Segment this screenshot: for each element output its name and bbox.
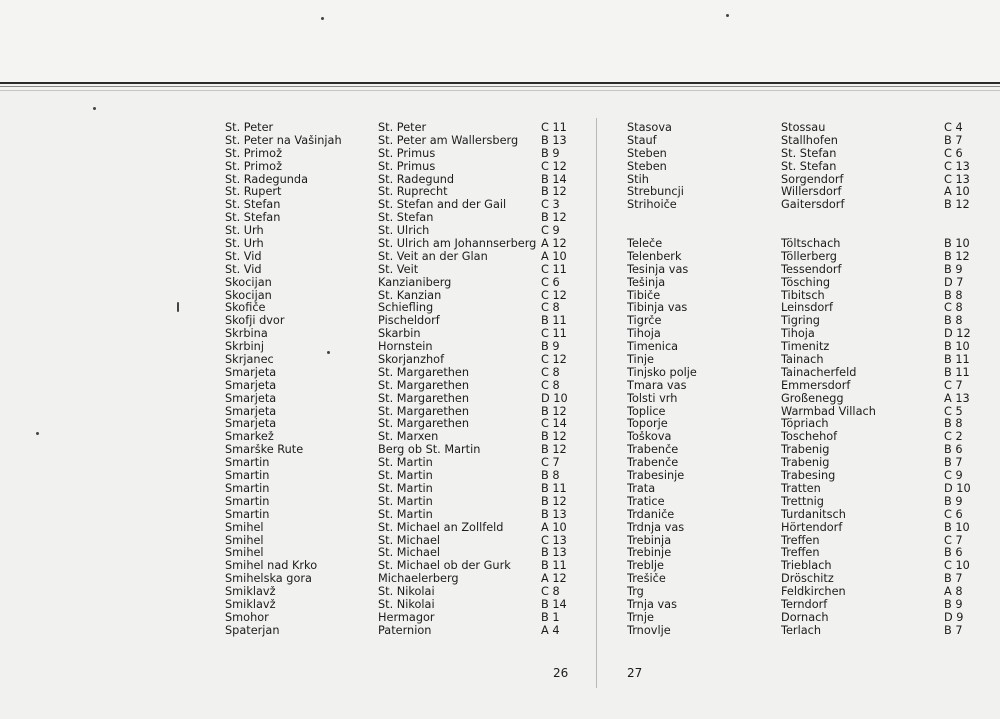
slovene-place-name: Št. Vid bbox=[225, 263, 262, 276]
fold-line bbox=[0, 82, 1000, 84]
map-grid-reference: C 2 bbox=[944, 431, 963, 444]
map-grid-reference: B 8 bbox=[944, 418, 963, 431]
slovene-place-name: Škrbina bbox=[225, 328, 268, 341]
german-place-name: Dröschitz bbox=[781, 573, 834, 586]
german-place-name: St. Margarethen bbox=[378, 418, 470, 431]
map-grid-reference: B 10 bbox=[944, 341, 970, 354]
map-grid-reference: C 8 bbox=[541, 379, 560, 392]
map-grid-reference: B 6 bbox=[944, 444, 963, 457]
slovene-place-name: Št. Peter bbox=[225, 122, 274, 134]
slovene-place-name: Tibinja vas bbox=[627, 302, 688, 315]
map-grid-reference: C 10 bbox=[944, 560, 970, 573]
slovene-place-name: Šmiklavž bbox=[225, 598, 276, 611]
german-place-name: St. Michael bbox=[378, 534, 441, 547]
right-page-grid-refs bbox=[944, 122, 971, 638]
german-place-name: Kanzianiberg bbox=[378, 276, 452, 289]
map-grid-reference: B 7 bbox=[944, 573, 963, 586]
map-grid-reference: B 11 bbox=[944, 354, 970, 367]
slovene-place-name: Tinjsko polje bbox=[627, 366, 697, 379]
german-place-name: Töltschach bbox=[781, 238, 841, 251]
map-grid-reference: B 10 bbox=[944, 521, 970, 534]
section-gap bbox=[781, 225, 876, 238]
german-place-name: Trabenig bbox=[781, 444, 830, 457]
map-grid-reference: C 11 bbox=[541, 328, 567, 341]
german-place-name: Tainacherfeld bbox=[781, 366, 857, 379]
map-grid-reference: A 10 bbox=[541, 250, 567, 263]
map-grid-reference: B 9 bbox=[944, 598, 963, 611]
scan-speck bbox=[36, 432, 39, 435]
slovene-place-name: Trnja vas bbox=[627, 598, 677, 611]
german-place-name: St. Martin bbox=[378, 457, 433, 470]
map-grid-reference: A 12 bbox=[541, 238, 567, 251]
german-place-name: St. Radegund bbox=[378, 173, 455, 186]
german-place-name: Timenitz bbox=[781, 341, 830, 354]
left-page-grid-refs bbox=[541, 122, 568, 638]
slovene-place-name: Šmarjeta bbox=[225, 379, 277, 392]
map-grid-reference: B 8 bbox=[944, 289, 963, 302]
slovene-place-name: Trdaniče bbox=[627, 508, 675, 521]
right-page-slovene-names bbox=[627, 122, 697, 638]
german-place-name: St. Primus bbox=[378, 147, 436, 160]
german-place-name: St. Veit bbox=[378, 263, 419, 276]
german-place-name: Dornach bbox=[781, 611, 829, 624]
german-place-name: Leinsdorf bbox=[781, 302, 833, 315]
german-place-name: St. Veit an der Glan bbox=[378, 250, 488, 263]
slovene-place-name: Šmarjeta bbox=[225, 366, 277, 379]
slovene-place-name: Trg bbox=[627, 586, 644, 599]
german-place-name: St. Margarethen bbox=[378, 366, 470, 379]
german-place-name: Trieblach bbox=[781, 560, 832, 573]
german-place-name: St. Martin bbox=[378, 508, 433, 521]
map-grid-reference: C 8 bbox=[541, 586, 560, 599]
german-place-name: St. Margarethen bbox=[378, 379, 470, 392]
slovene-place-name: Toporje bbox=[627, 418, 668, 431]
map-grid-reference: D 9 bbox=[944, 611, 964, 624]
fold-line-shadow bbox=[0, 86, 1000, 87]
slovene-place-name: Škofji dvor bbox=[225, 315, 285, 328]
map-grid-reference: C 6 bbox=[944, 508, 963, 521]
map-grid-reference: C 7 bbox=[944, 534, 963, 547]
map-grid-reference: C 12 bbox=[541, 160, 567, 173]
german-place-name: Tratten bbox=[781, 482, 821, 495]
map-grid-reference: A 4 bbox=[541, 624, 560, 637]
map-grid-reference: B 8 bbox=[541, 470, 560, 483]
slovene-place-name: Tibiče bbox=[627, 289, 661, 302]
slovene-place-name: Št. Primož bbox=[225, 147, 283, 160]
slovene-place-name: Št. Vid bbox=[225, 250, 262, 263]
slovene-place-name: Šmarjeta bbox=[225, 418, 277, 431]
slovene-place-name: Šmartin bbox=[225, 457, 270, 470]
slovene-place-name: Špaterjan bbox=[225, 624, 280, 637]
slovene-place-name: Tešinja bbox=[627, 276, 666, 289]
map-grid-reference: B 11 bbox=[541, 482, 567, 495]
map-grid-reference: B 12 bbox=[541, 405, 567, 418]
german-place-name: Emmersdorf bbox=[781, 379, 851, 392]
slovene-place-name: Trata bbox=[627, 482, 656, 495]
german-place-name: Tigring bbox=[781, 315, 820, 328]
map-grid-reference: B 12 bbox=[944, 199, 970, 212]
german-place-name: St. Peter bbox=[378, 122, 427, 134]
map-grid-reference: B 11 bbox=[944, 366, 970, 379]
map-grid-reference: B 12 bbox=[944, 250, 970, 263]
map-grid-reference: B 9 bbox=[944, 263, 963, 276]
slovene-place-name: Toškova bbox=[627, 431, 672, 444]
german-place-name: Terlach bbox=[781, 624, 822, 637]
slovene-place-name: Tratice bbox=[627, 495, 665, 508]
german-place-name: St. Stefan bbox=[781, 147, 837, 160]
map-grid-reference: D 12 bbox=[944, 328, 971, 341]
slovene-place-name: Tihoja bbox=[627, 328, 661, 341]
german-place-name: St. Stefan bbox=[781, 160, 837, 173]
slovene-place-name: Trešiče bbox=[627, 573, 666, 586]
map-grid-reference: A 10 bbox=[541, 521, 567, 534]
german-place-name: Töllerberg bbox=[781, 250, 837, 263]
slovene-place-name: Škocijan bbox=[225, 276, 272, 289]
slovene-place-name: Trnovlje bbox=[627, 624, 671, 637]
german-place-name: Toschehof bbox=[781, 431, 838, 444]
german-place-name: Paternion bbox=[378, 624, 432, 637]
map-grid-reference: B 9 bbox=[541, 147, 560, 160]
slovene-place-name: Štrihoiče bbox=[627, 199, 677, 212]
german-place-name: Skorjanzhof bbox=[378, 354, 445, 367]
german-place-name: St. Peter am Wallersberg bbox=[378, 134, 519, 147]
german-place-name: St. Ulrich am Johannserberg bbox=[378, 238, 537, 251]
slovene-place-name: Št. Rupert bbox=[225, 186, 282, 199]
map-grid-reference: B 13 bbox=[541, 134, 567, 147]
map-grid-reference: C 13 bbox=[944, 160, 970, 173]
slovene-place-name: Tmara vas bbox=[627, 379, 687, 392]
german-place-name: Hermagor bbox=[378, 611, 435, 624]
slovene-place-name: Šmarjeta bbox=[225, 392, 277, 405]
slovene-place-name: Št. Primož bbox=[225, 160, 283, 173]
map-grid-reference: B 11 bbox=[541, 315, 567, 328]
map-grid-reference: C 7 bbox=[944, 379, 963, 392]
german-place-name: Terndorf bbox=[781, 598, 828, 611]
slovene-place-name: Trabenče bbox=[627, 457, 679, 470]
map-grid-reference: B 8 bbox=[944, 315, 963, 328]
german-place-name: St. Margarethen bbox=[378, 405, 470, 418]
german-place-name: Tainach bbox=[781, 354, 824, 367]
slovene-place-name: Šmarkež bbox=[225, 431, 274, 444]
slovene-place-name: Šteben bbox=[627, 147, 667, 160]
slovene-place-name: Šteben bbox=[627, 160, 667, 173]
german-place-name: Stossau bbox=[781, 122, 826, 134]
map-grid-reference: B 14 bbox=[541, 598, 567, 611]
scan-speck bbox=[321, 17, 324, 20]
slovene-place-name: Št. Peter na Vašinjah bbox=[225, 134, 342, 147]
german-place-name: Michaelerberg bbox=[378, 573, 459, 586]
german-place-name: Großenegg bbox=[781, 392, 844, 405]
map-grid-reference: C 14 bbox=[541, 418, 567, 431]
page-number-right: 27 bbox=[627, 666, 643, 680]
map-grid-reference: B 12 bbox=[541, 186, 567, 199]
map-grid-reference: B 7 bbox=[944, 457, 963, 470]
map-grid-reference: C 12 bbox=[541, 289, 567, 302]
slovene-place-name: Šmihel nad Krko bbox=[225, 560, 318, 573]
map-grid-reference: B 9 bbox=[944, 495, 963, 508]
map-grid-reference: B 9 bbox=[541, 341, 560, 354]
slovene-place-name: Šmohor bbox=[225, 611, 269, 624]
slovene-place-name: Šmiklavž bbox=[225, 586, 276, 599]
section-gap bbox=[944, 212, 971, 225]
german-place-name: Tibitsch bbox=[781, 289, 825, 302]
german-place-name: Trettnig bbox=[781, 495, 824, 508]
slovene-place-name: Škocijan bbox=[225, 289, 272, 302]
left-page-german-names bbox=[378, 122, 536, 638]
german-place-name: St. Ruprecht bbox=[378, 186, 448, 199]
map-grid-reference: C 8 bbox=[541, 366, 560, 379]
german-place-name: Trabenig bbox=[781, 457, 830, 470]
slovene-place-name: Tinje bbox=[627, 354, 654, 367]
slovene-place-name: Trnje bbox=[627, 611, 654, 624]
german-place-name: Trabesing bbox=[781, 470, 836, 483]
map-grid-reference: B 12 bbox=[541, 212, 567, 225]
slovene-place-name: Toplice bbox=[627, 405, 666, 418]
slovene-place-name: Šmihel bbox=[225, 534, 264, 547]
german-place-name: St. Marxen bbox=[378, 431, 439, 444]
map-grid-reference: C 6 bbox=[944, 147, 963, 160]
slovene-place-name: Škrjanec bbox=[225, 354, 274, 367]
slovene-place-name: Tesinja vas bbox=[627, 263, 689, 276]
scan-speck bbox=[93, 107, 96, 110]
section-gap bbox=[781, 212, 876, 225]
map-grid-reference: B 11 bbox=[541, 560, 567, 573]
slovene-place-name: Št. Radegunda bbox=[225, 173, 309, 186]
german-place-name: Tösching bbox=[781, 276, 831, 289]
slovene-place-name: Šmihelska gora bbox=[225, 573, 312, 586]
slovene-place-name: Škofiče bbox=[225, 302, 266, 315]
right-page-german-names bbox=[781, 122, 876, 638]
map-grid-reference: A 13 bbox=[944, 392, 970, 405]
map-grid-reference: C 8 bbox=[541, 302, 560, 315]
slovene-place-name: Škrbinj bbox=[225, 341, 264, 354]
map-grid-reference: B 14 bbox=[541, 173, 567, 186]
slovene-place-name: Telenberk bbox=[627, 250, 682, 263]
left-page-slovene-names bbox=[225, 122, 342, 638]
german-place-name: St. Stefan bbox=[378, 212, 434, 225]
map-grid-reference: B 10 bbox=[944, 238, 970, 251]
map-grid-reference: C 9 bbox=[944, 470, 963, 483]
german-place-name: St. Primus bbox=[378, 160, 436, 173]
map-grid-reference: B 12 bbox=[541, 444, 567, 457]
german-place-name: St. Martin bbox=[378, 482, 433, 495]
map-grid-reference: D 10 bbox=[944, 482, 971, 495]
german-place-name: Tihoja bbox=[781, 328, 815, 341]
page-top-margin bbox=[0, 0, 1000, 82]
slovene-place-name: Št. Štefan bbox=[225, 199, 281, 212]
slovene-place-name: Št. Urh bbox=[225, 238, 264, 251]
map-grid-reference: A 10 bbox=[944, 186, 970, 199]
map-grid-reference: B 13 bbox=[541, 547, 567, 560]
german-place-name: St. Martin bbox=[378, 495, 433, 508]
slovene-place-name: Štauf bbox=[627, 134, 657, 147]
map-grid-reference: C 7 bbox=[541, 457, 560, 470]
section-gap bbox=[944, 225, 971, 238]
scan-speck bbox=[177, 302, 179, 312]
german-place-name: St. Margarethen bbox=[378, 392, 470, 405]
german-place-name: Berg ob St. Martin bbox=[378, 444, 481, 457]
slovene-place-name: Šmartin bbox=[225, 482, 270, 495]
map-grid-reference: C 3 bbox=[541, 199, 560, 212]
slovene-place-name: Štih bbox=[627, 173, 649, 186]
german-place-name: Feldkirchen bbox=[781, 586, 846, 599]
german-place-name: St. Nikolai bbox=[378, 586, 435, 599]
slovene-place-name: Tigrče bbox=[627, 315, 662, 328]
map-grid-reference: C 13 bbox=[944, 173, 970, 186]
map-grid-reference: D 7 bbox=[944, 276, 964, 289]
slovene-place-name: Trabenče bbox=[627, 444, 679, 457]
german-place-name: St. Martin bbox=[378, 470, 433, 483]
german-place-name: Töpriach bbox=[781, 418, 829, 431]
german-place-name: Treffen bbox=[781, 547, 820, 560]
slovene-place-name: Šmarjeta bbox=[225, 405, 277, 418]
map-grid-reference: B 13 bbox=[541, 508, 567, 521]
german-place-name: St. Michael ob der Gurk bbox=[378, 560, 511, 573]
slovene-place-name: Tolsti vrh bbox=[627, 392, 678, 405]
map-grid-reference: A 12 bbox=[541, 573, 567, 586]
slovene-place-name: Štasova bbox=[627, 122, 672, 134]
slovene-place-name: Štrebuncji bbox=[627, 186, 684, 199]
map-grid-reference: B 6 bbox=[944, 547, 963, 560]
german-place-name: Tessendorf bbox=[781, 263, 842, 276]
slovene-place-name: Šmarške Rute bbox=[225, 444, 304, 457]
slovene-place-name: Trabesinje bbox=[627, 470, 685, 483]
slovene-place-name: Trebinje bbox=[627, 547, 672, 560]
slovene-place-name: Treblje bbox=[627, 560, 664, 573]
german-place-name: Pischeldorf bbox=[378, 315, 440, 328]
map-grid-reference: C 12 bbox=[541, 354, 567, 367]
german-place-name: St. Ulrich bbox=[378, 225, 430, 238]
german-place-name: Schiefling bbox=[378, 302, 434, 315]
german-place-name: St. Michael bbox=[378, 547, 441, 560]
german-place-name: St. Kanzian bbox=[378, 289, 442, 302]
map-grid-reference: C 11 bbox=[541, 263, 567, 276]
slovene-place-name: Trdnja vas bbox=[627, 521, 685, 534]
map-grid-reference: B 12 bbox=[541, 431, 567, 444]
german-place-name: Hornstein bbox=[378, 341, 433, 354]
german-place-name: Stallhofen bbox=[781, 134, 838, 147]
map-grid-reference: C 11 bbox=[541, 122, 567, 134]
map-grid-reference: D 10 bbox=[541, 392, 568, 405]
map-grid-reference: C 9 bbox=[541, 225, 560, 238]
german-place-name: Turdanitsch bbox=[781, 508, 846, 521]
section-gap bbox=[627, 225, 697, 238]
map-grid-reference: C 6 bbox=[541, 276, 560, 289]
page-number-left: 26 bbox=[553, 666, 569, 680]
german-place-name: Treffen bbox=[781, 534, 820, 547]
german-place-name: St. Michael an Zollfeld bbox=[378, 521, 504, 534]
slovene-place-name: Šmartin bbox=[225, 495, 270, 508]
slovene-place-name: Šmihel bbox=[225, 521, 264, 534]
map-grid-reference: C 8 bbox=[944, 302, 963, 315]
slovene-place-name: Trebinja bbox=[627, 534, 672, 547]
slovene-place-name: Timenica bbox=[627, 341, 679, 354]
german-place-name: Sorgendorf bbox=[781, 173, 844, 186]
german-place-name: Warmbad Villach bbox=[781, 405, 876, 418]
slovene-place-name: Šmartin bbox=[225, 508, 270, 521]
slovene-place-name: Teleče bbox=[627, 238, 663, 251]
slovene-place-name: Št. Urh bbox=[225, 225, 264, 238]
german-place-name: Hörtendorf bbox=[781, 521, 843, 534]
map-grid-reference: A 8 bbox=[944, 586, 963, 599]
map-grid-reference: B 7 bbox=[944, 624, 963, 637]
slovene-place-name: Šmihel bbox=[225, 547, 264, 560]
map-grid-reference: C 4 bbox=[944, 122, 963, 134]
scan-speck bbox=[726, 14, 729, 17]
map-grid-reference: B 12 bbox=[541, 495, 567, 508]
map-grid-reference: C 13 bbox=[541, 534, 567, 547]
german-place-name: Skarbin bbox=[378, 328, 421, 341]
map-grid-reference: B 7 bbox=[944, 134, 963, 147]
german-place-name: Gaitersdorf bbox=[781, 199, 845, 212]
slovene-place-name: Št. Štefan bbox=[225, 212, 281, 225]
map-grid-reference: B 1 bbox=[541, 611, 560, 624]
slovene-place-name: Šmartin bbox=[225, 470, 270, 483]
german-place-name: St. Stefan and der Gail bbox=[378, 199, 507, 212]
fold-line-shadow-light bbox=[0, 90, 1000, 91]
page-gutter bbox=[596, 118, 597, 688]
section-gap bbox=[627, 212, 697, 225]
german-place-name: Willersdorf bbox=[781, 186, 842, 199]
german-place-name: St. Nikolai bbox=[378, 598, 435, 611]
map-grid-reference: C 5 bbox=[944, 405, 963, 418]
